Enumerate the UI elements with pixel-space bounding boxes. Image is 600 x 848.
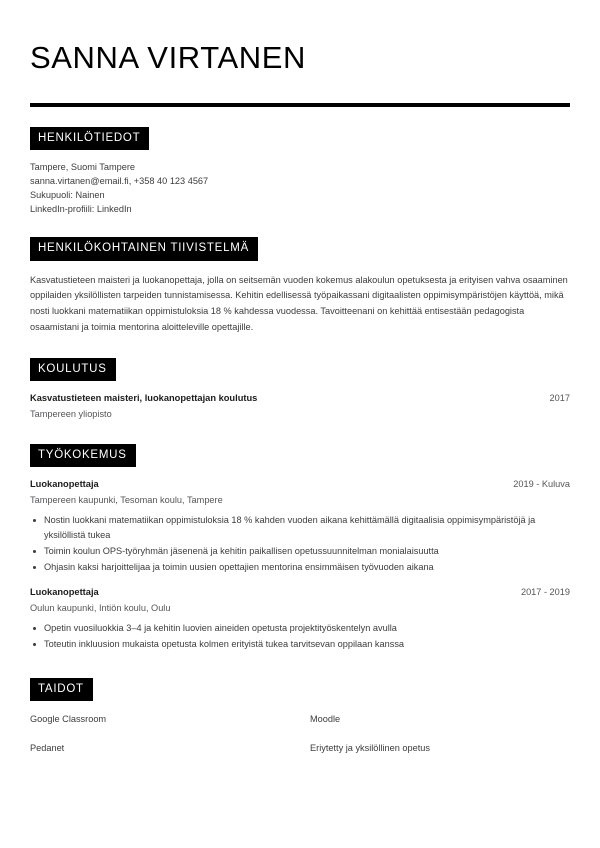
skill-item: Eriytetty ja yksilöllinen opetus: [310, 743, 431, 754]
experience-job-title: Luokanopettaja: [30, 586, 99, 597]
section-heading-personal-details: HENKILÖTIEDOT: [30, 127, 149, 151]
section-heading-skills: TAIDOT: [30, 678, 93, 702]
experience-date: 2019 - Kuluva: [513, 479, 570, 490]
education-institution: Tampereen yliopisto: [30, 409, 112, 420]
experience-bullet-list: [30, 621, 570, 652]
experience-entry-head: [30, 478, 570, 492]
section-heading-summary: HENKILÖKOHTAINEN TIIVISTELMÄ: [30, 237, 258, 261]
list-item: Toteutin inkluusion mukaista opetusta kolmen erityistä tukea tarvitsevan oppilaan kanssa: [30, 637, 570, 652]
list-item: Toimin koulun OPS-työryhmän jäsenenä ja kehitin paikallisen opetussuunnitelman monialaisuutta: [30, 544, 570, 559]
experience-entry-head: [30, 586, 570, 600]
experience-entry: [30, 478, 570, 575]
list-item: Opetin vuosiluokkia 3–4 ja kehitin luovien aineiden opetusta projektityöskentelyn avulla: [30, 621, 570, 636]
section-education: [30, 358, 570, 422]
contact-location: Tampere, Suomi Tampere: [30, 162, 136, 173]
skill-item: Google Classroom: [30, 714, 107, 725]
contact-gender: Sukupuoli: Nainen: [30, 190, 105, 201]
list-item: Ohjasin kaksi harjoittelijaa ja toimin uusien opettajien mentorina ensimmäisen työvuoden aikana: [30, 560, 570, 575]
education-entry-head: [30, 392, 570, 406]
experience-job-title: Luokanopettaja: [30, 479, 99, 490]
section-personal-details: [30, 127, 570, 217]
contact-linkedin[interactable]: LinkedIn-profiili: LinkedIn: [30, 204, 132, 215]
education-date: 2017: [549, 393, 570, 404]
header-divider: [30, 103, 570, 107]
experience-employer: Oulun kaupunki, Intiön koulu, Oulu: [30, 602, 171, 613]
section-summary: [30, 237, 570, 336]
section-skills: [30, 678, 570, 756]
summary-text: Kasvatustieteen maisteri ja luokanopettaja, jolla on seitsemän vuoden kokemus alakoulun opetuksesta ja erityisen vahva osaaminen oppilaiden yksilöllisten tarpeiden tunnistamisessa. Kehitin edellisessä työpaikassani digitaalisten oppimisympäristöjen käyttöä, mikä nosti luokkani matematiikan oppimistuloksia 18 % kahdessa vuodessa. Tavoitteenani on kehittää entisestään pedagogista osaamistani ja toimia mentorina aloitteleville opettajille.: [30, 274, 568, 333]
section-heading-experience: TYÖKOKEMUS: [30, 444, 136, 468]
list-item: Nostin luokkani matematiikan oppimistuloksia 18 % kahden vuoden aikana kehittämällä digitaalisia oppimisympäristöjä ja yksilöllistä tukea: [30, 513, 570, 543]
education-entry: [30, 392, 570, 421]
section-experience: [30, 444, 570, 652]
section-heading-education: KOULUTUS: [30, 358, 116, 382]
contact-email-phone: sanna.virtanen@email.fi, +358 40 123 4567: [30, 176, 209, 187]
experience-entry: [30, 586, 570, 652]
experience-date: 2017 - 2019: [520, 586, 570, 597]
experience-employer: Tampereen kaupunki, Tesoman koulu, Tampere: [30, 495, 223, 506]
skill-item: Pedanet: [30, 743, 65, 754]
experience-bullet-list: [30, 513, 570, 575]
skill-item: Moodle: [310, 714, 341, 725]
education-degree: Kasvatustieteen maisteri, luokanopettajan koulutus: [30, 393, 258, 404]
page-title: SANNA VIRTANEN: [30, 40, 306, 75]
contact-block: [30, 161, 570, 217]
skills-grid: [30, 713, 570, 756]
